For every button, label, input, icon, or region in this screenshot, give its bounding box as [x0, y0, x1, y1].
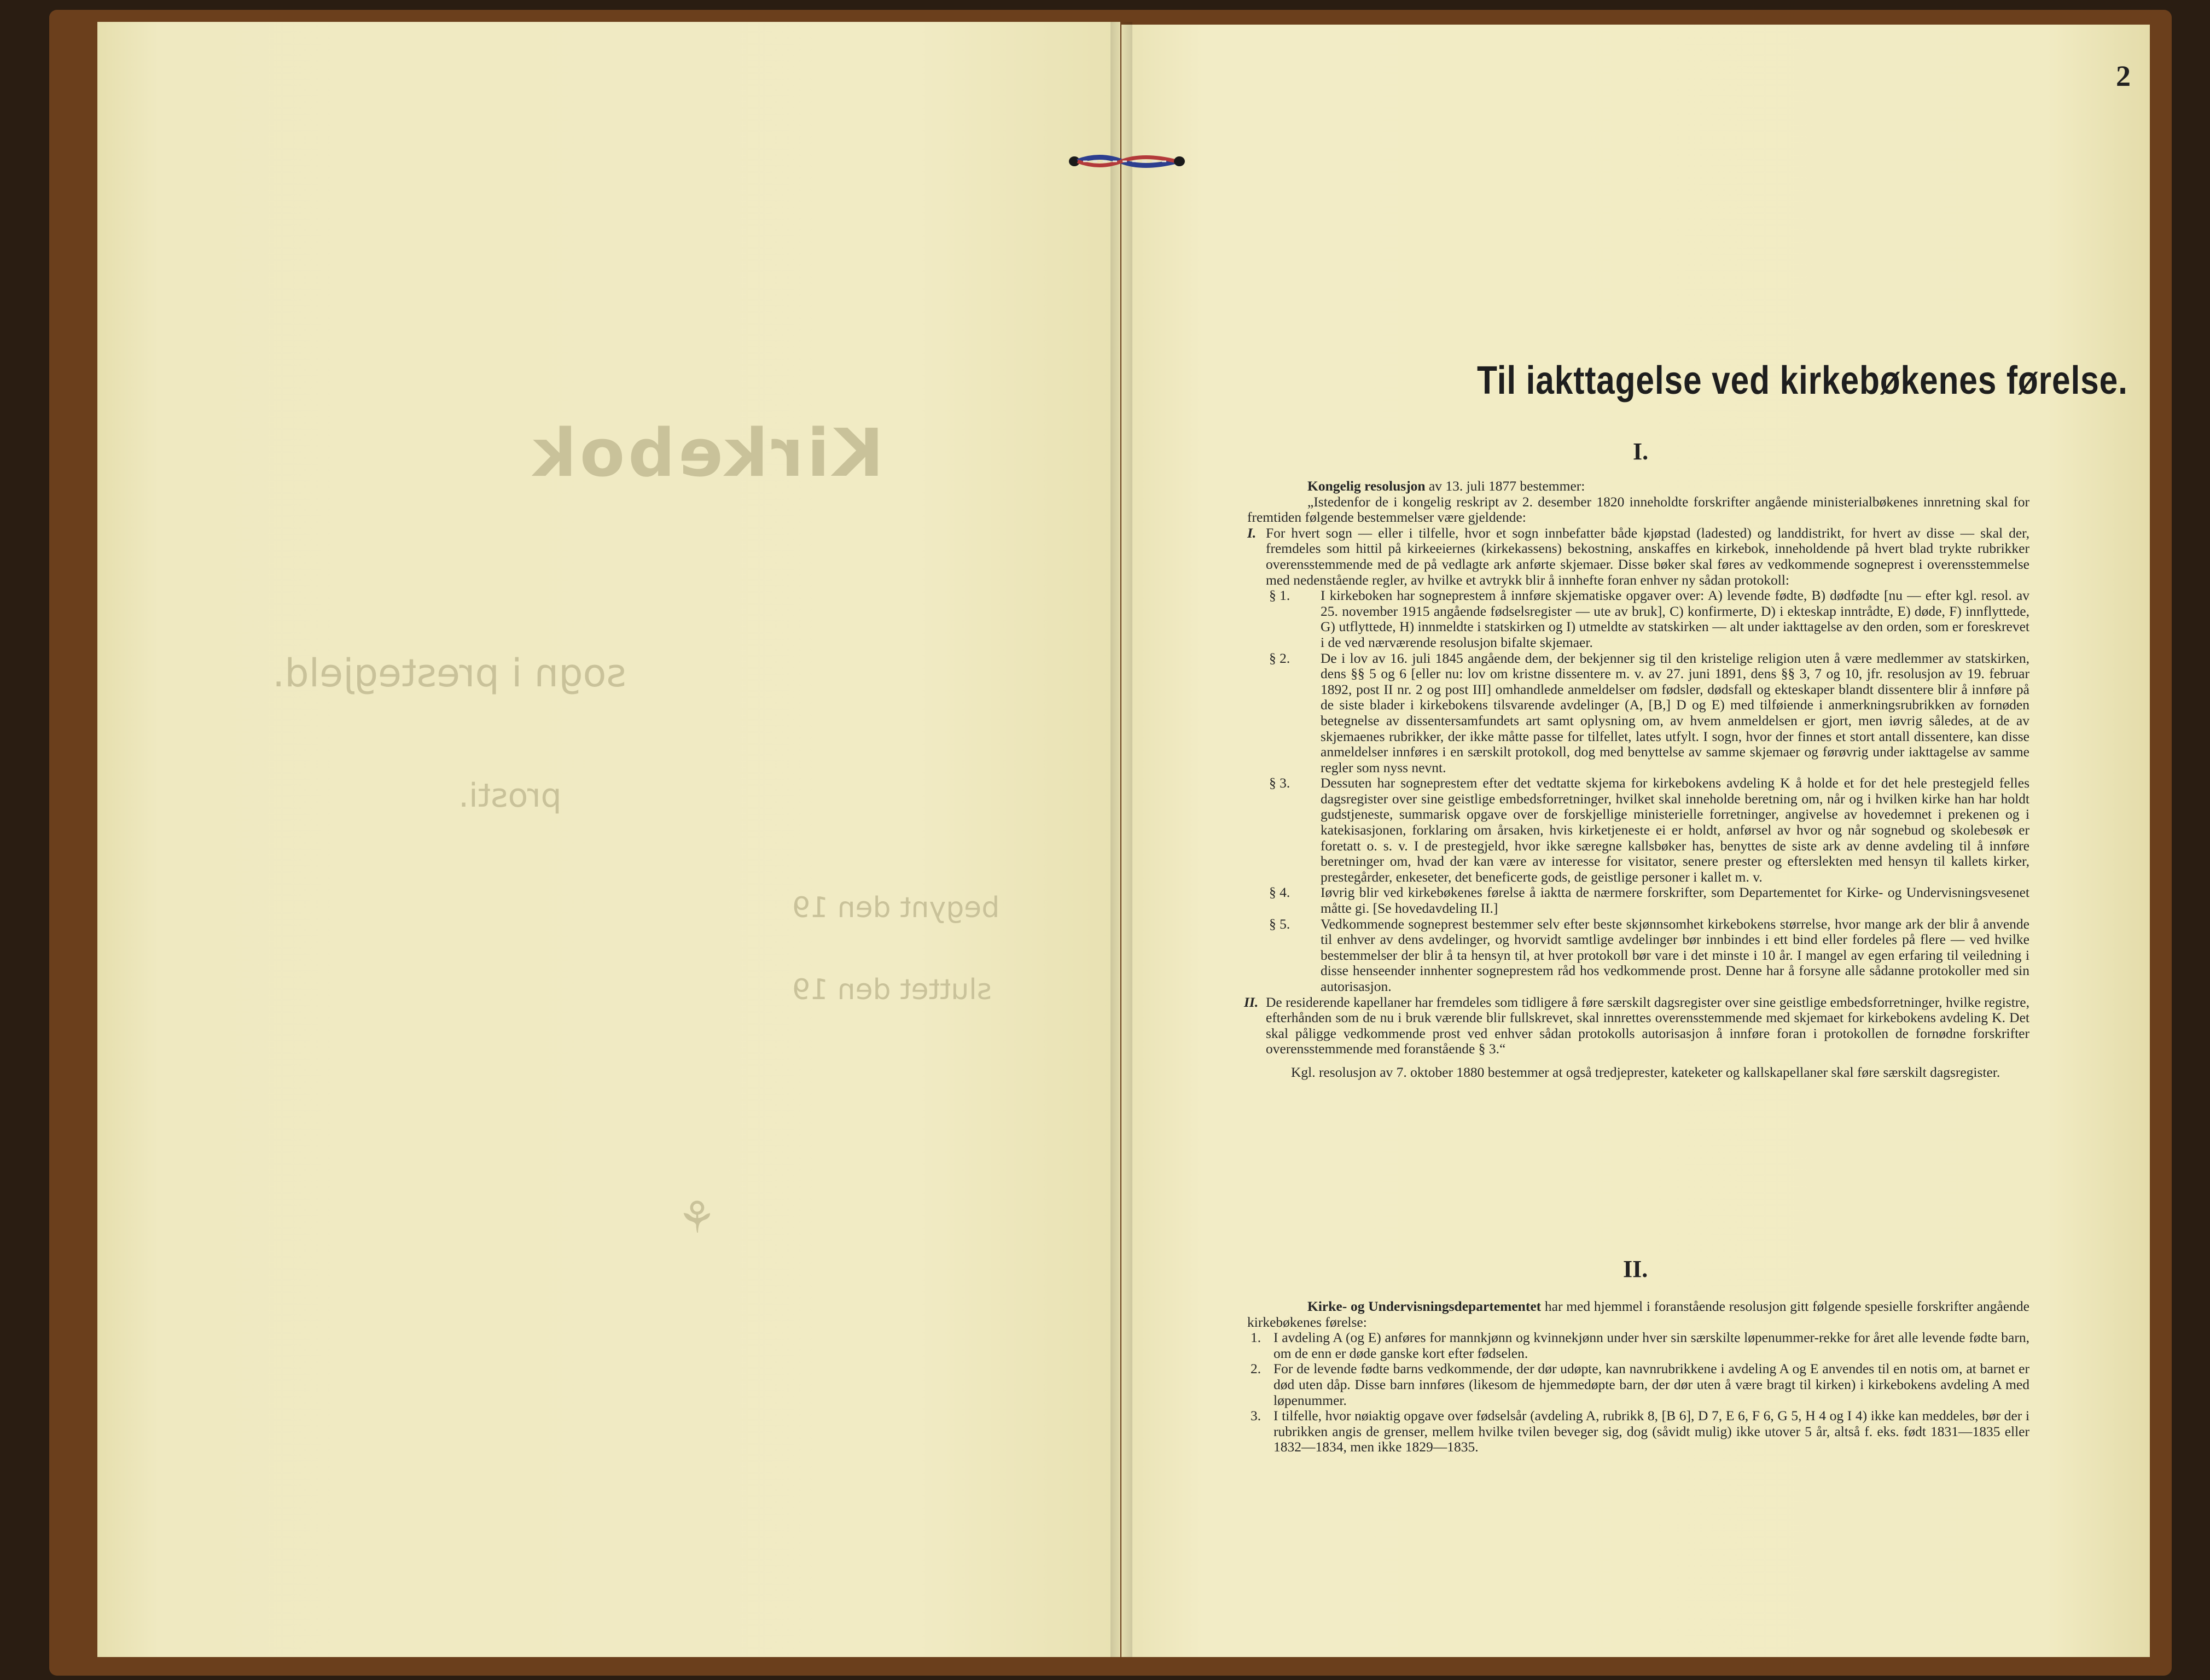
intro-rest-1: av 13. juli 1877 bestemmer: [1428, 478, 1585, 494]
show-through-sogn: sogn i prestegjeld. [272, 651, 626, 696]
paragraph-4 [1269, 885, 2029, 916]
rule-2 [1247, 1361, 2029, 1408]
section-1-body [1244, 478, 2029, 1081]
show-through-sluttet: sluttet den 19 [792, 973, 992, 1006]
paragraph-label: § 3. [1269, 775, 1290, 791]
section-2-numeral: II. [1623, 1256, 1648, 1282]
document-title: Til iakttagelse ved kirkebøkenes førelse. [1477, 359, 2128, 402]
binding-thread-icon [1067, 150, 1187, 172]
intro-bold-1: Kongelig resolusjon [1307, 478, 1426, 494]
paragraph-label: § 1. [1269, 587, 1290, 604]
rule-label: 2. [1251, 1361, 1261, 1377]
paragraph-label: § 4. [1269, 884, 1290, 901]
paragraph-label: § 5. [1269, 915, 1290, 932]
paragraph-5 [1269, 917, 2029, 995]
resolution-quote: „Istedenfor de i kongelig reskript av 2. desember 1820 inneholdte forskrifter angående ministerialbøkenes innretning skal for fremtiden følgende bestemmelser være gjeldende: [1247, 493, 2029, 526]
show-through-prosti: prosti. [458, 777, 562, 815]
rule-label: 3. [1251, 1408, 1261, 1424]
rule-label: 1. [1251, 1329, 1261, 1346]
paragraph-text: I kirkeboken har sogneprestem å innføre skjematiske opgaver over: A) levende fødte, B) dødfødte [nu — efter kgl. resol. av 25. november 1915 angående fødselsregister — ute av bruk], C) konfirmerte, D) i ekteskap inntrådte, E) døde, F) innflyttede, G) utflyttede, H) innmeldte i statskirken og I) utmeldte av statskirken — alt under iakttagelse av den orden, som er foreskrevet i de ved nærværende resolusjon bifalte skjemaer. [1321, 587, 2029, 650]
paragraph-text: De i lov av 16. juli 1845 angående dem, der bekjenner sig til den kristelige religion uten å være medlemmer av statskirken, dens §§ 5 og 6 [eller nu: lov om kristne dissentere m. v. av 27. juni 1891, dens §§ 3, 7 og 10, jfr. resolusjon av 19. februar 1892, post II nr. 2 og post III] omhandlede anmeldelser om fødsler, dødsfall og ekteskaper blandt dissentere blir å innføre på de siste blader i kirkebokens tilsvarende avdelinger (A, [B,] D og E) med tilføiende i anmerkningsrubrikken av fornøden betegnelse av dissentersamfundets art samt oplysning om, av hvem anmeldelsen er gjort, men iøvrig således, at de av skjemaenes rubrikker, der ikke måtte passe for tilfellet, lates utfylt. I sogn, hvor der finnes et stort antall dissentere, kan disse anmeldelser innføres i en særskilt protokoll, dog med benyttelse av samme skjemaer og førøvrig under iakttagelse av samme regler som nyss nevnt. [1321, 650, 2029, 775]
paragraph-text: Iøvrig blir ved kirkebøkenes førelse å iaktta de nærmere forskrifter, som Departementet for Kirke- og Undervisningsvesenet måtte gi. [Se hovedavdeling II.] [1321, 884, 2029, 917]
show-through-begynt: begynt den 19 [792, 891, 1000, 924]
paragraph-text: Dessuten har sogneprestem efter det vedtatte skjema for kirkebokens avdeling K å holde et for det hele prestegjeld felles dagsregister over sine geistlige embedsforretninger, hvilket skal inneholde beretning om, når og i hvilken kirke han har holdt gudstjeneste, summarisk opgave over de forskjellige ministerielle forretninger, angivelse av hovedemnet i prekenen og i katekisasjonen, forklaring om årsaken, hvis kirketjeneste ei er holdt, anførsel av hvor og når sognebud og skolebesøk er foretatt o. s. v. I de prestegjeld, hvor ikke særegne kallsbøker has, benyttes de siste ark av denne avdeling til å innføre beretninger om, hvad der kan være av interesse for visitator, senere prester og efterslekten med hensyn til kallets kirker, prestegårder, enkeseter, det beneficerte gods, de geistlige personer i kallet m. v. [1321, 775, 2029, 885]
rule-text: For de levende fødte barns vedkommende, der dør udøpte, kan navnrubrikkene i avdeling A og E anvendes til en notis om, at barnet er død uten dåp. Disse barn innføres (likesom de hjemmedøpte barn, der dør uten å være bragt til kirken) i kirkebokens avdeling A med løpenummer. [1273, 1361, 2029, 1408]
rule-text: I tilfelle, hvor nøiaktig opgave over fødselsår (avdeling A, rubrikk 8, [B 6], D 7, E 6, F 6, G 5, H 4 og I 4) ikke kan meddeles, bør der i rubrikken angis de grenser, mellem hvilke tvilen beveger sig, dog (såvidt mulig) ikke utover 5 år, altså f. eks. født 1831—1835 eller 1832—1834, men ikke 1829—1835. [1273, 1408, 2029, 1455]
page-number: 2 [2116, 60, 2131, 92]
rule-3 [1247, 1408, 2029, 1455]
paragraph-3 [1269, 775, 2029, 885]
paragraph-label: § 2. [1269, 650, 1290, 666]
left-page [97, 22, 1120, 1657]
paragraph-text: Vedkommende sogneprest bestemmer selv efter beste skjønnsomhet kirkebokens størrelse, hvor mange ark der blir å anvende til enhver av dens avdelinger, og hvorvidt samtlige avdelinger bør innbindes i ett bind eller fordeles på flere — ved hvilke bestemmelser der blir å ta hensyn til, at hver protokoll bør vare i det minste i 10 år. I mangel av egen erfaring til veiledning i disse henseender innhenter sogneprestem råd hos vedkommende prost. Denne har å forsyne alle sådanne protokoller med sin autorisasjon. [1321, 915, 2029, 994]
roman-2-text: De residerende kapellaner har fremdeles som tidligere å føre særskilt dagsregister over sine geistlige embedsforretninger, hvilke registre, efterhånden som de nu i bruk værende blir fullskrevet, skal innrettes overensstemmende med skjemaet for kirkebokens avdeling K. Det skal påligge vedkommende prost ved enhver sådan protokolls autorisasjon å innføre foran i protokollen de fornødne forskrifter overensstemmende med foranstående § 3.“ [1266, 994, 2029, 1057]
section-1-numeral: I. [1633, 438, 1649, 465]
publisher-mark-icon: ⚘ [677, 1194, 717, 1242]
book-gutter [1110, 22, 1132, 1657]
roman-2-label: II. [1244, 994, 1259, 1010]
paragraph-1 [1269, 588, 2029, 650]
intro-bold-2: Kirke- og Undervisningsdepartementet [1307, 1298, 1542, 1314]
roman-1-text: For hvert sogn — eller i tilfelle, hvor et sogn innbefatter både kjøpstad (ladested) og landdistrikt, for hvert av disse — skal der, fremdeles som hittil på kirkeeiernes (kirkekassens) bekostning, anskaffes en kirkebok, inneholdende på hvert blad trykte rubrikker overensstemmende med de på vedlagte ark anførte skjemaer. Disse bøker skal føres av vedkommende sogneprest i overensstemmelse med nedenstående regler, av hvilke et avtrykk blir å innhefte foran enhver ny sådan protokoll: [1266, 524, 2029, 588]
rule-1 [1247, 1330, 2029, 1361]
section-2-body [1247, 1299, 2029, 1455]
intro-rest-2: har med hjemmel i foranstående resolusjon gitt følgende spesielle forskrifter angående kirkebøkenes førelse: [1247, 1298, 2029, 1330]
roman-1-label: I. [1247, 524, 1257, 541]
closing-resolution: Kgl. resolusjon av 7. oktober 1880 bestemmer at også tredjeprester, kateketer og kallskapellaner skal føre særskilt dagsregister. [1291, 1064, 2000, 1080]
rule-text: I avdeling A (og E) anføres for mannkjønn og kvinnekjønn under hver sin særskilte løpenummer-rekke for året alle levende fødte barn, om de enn er døde ganske kort efter fødselen. [1273, 1329, 2029, 1361]
paragraph-2 [1269, 651, 2029, 776]
show-through-title: Kirkebok [530, 416, 884, 492]
